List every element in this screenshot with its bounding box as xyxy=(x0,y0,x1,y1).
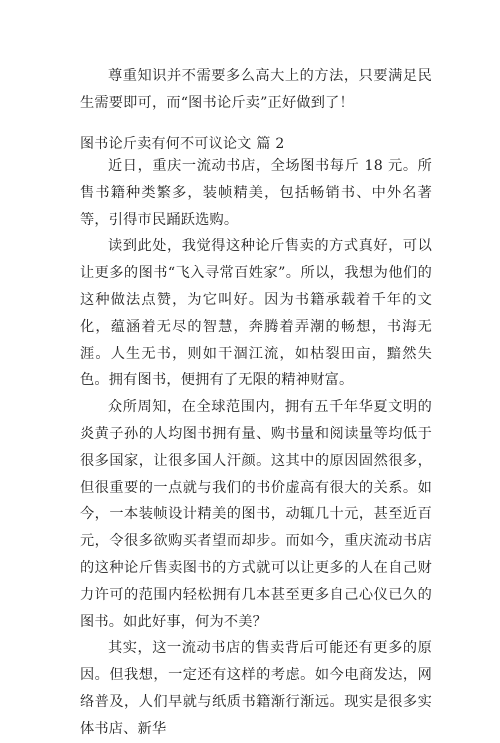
section-heading-block xyxy=(80,134,432,154)
paragraph-news: 近日，重庆一流动书店，全场图书每斤 18 元。所售书籍种类繁多，装帧精美，包括畅销书、中外名著等，引得市民踊跃选购。 xyxy=(80,158,432,228)
paragraph-analysis: 众所周知，在全球范围内，拥有五千年华夏文明的炎黄子孙的人均图书拥有量、购书量和阅读量等均低于很多国家，让很多国人汗颜。这其中的原因固然很多，但很重要的一点就与我们的书价虚高有很大的关系。如今，一本装帧设计精美的图书，动辄几十元，甚至近百元，令很多欲购买者望而却步。而如今，重庆流动书店的这种论斤售卖图书的方式就可以让更多的人在自己财力许可的范围内轻松拥有几本甚至更多自己心仪已久的图书。如此好事，何为不美？ xyxy=(80,399,432,630)
intro-block xyxy=(80,63,432,117)
paragraph-reasons: 其实，这一流动书店的售卖背后可能还有更多的原因。但我想，一定还有这样的考虑。如今电商发达，网络普及，人们早就与纸质书籍渐行渐远。现实是很多实体书店、新华 xyxy=(80,640,432,737)
section-title: 图书论斤卖有何不可议论文 篇 2 xyxy=(80,136,285,152)
paragraph-opinion: 读到此处，我觉得这种论斤售卖的方式真好，可以让更多的图书“飞入寻常百姓家”。所以，我想为他们的这种做法点赞，为它叫好。因为书籍承载着千年的文化，蕴涵着无尽的智慧，奔腾着弄潮的畅想，书海无涯。人生无书，则如干涸江流，如枯裂田亩，黯然失色。拥有图书，便拥有了无限的精神财富。 xyxy=(80,238,432,389)
intro-paragraph: 尊重知识并不需要多么高大上的方法，只要满足民生需要即可，而“图书论斤卖”正好做到了！ xyxy=(80,68,432,111)
body-text xyxy=(80,153,432,743)
